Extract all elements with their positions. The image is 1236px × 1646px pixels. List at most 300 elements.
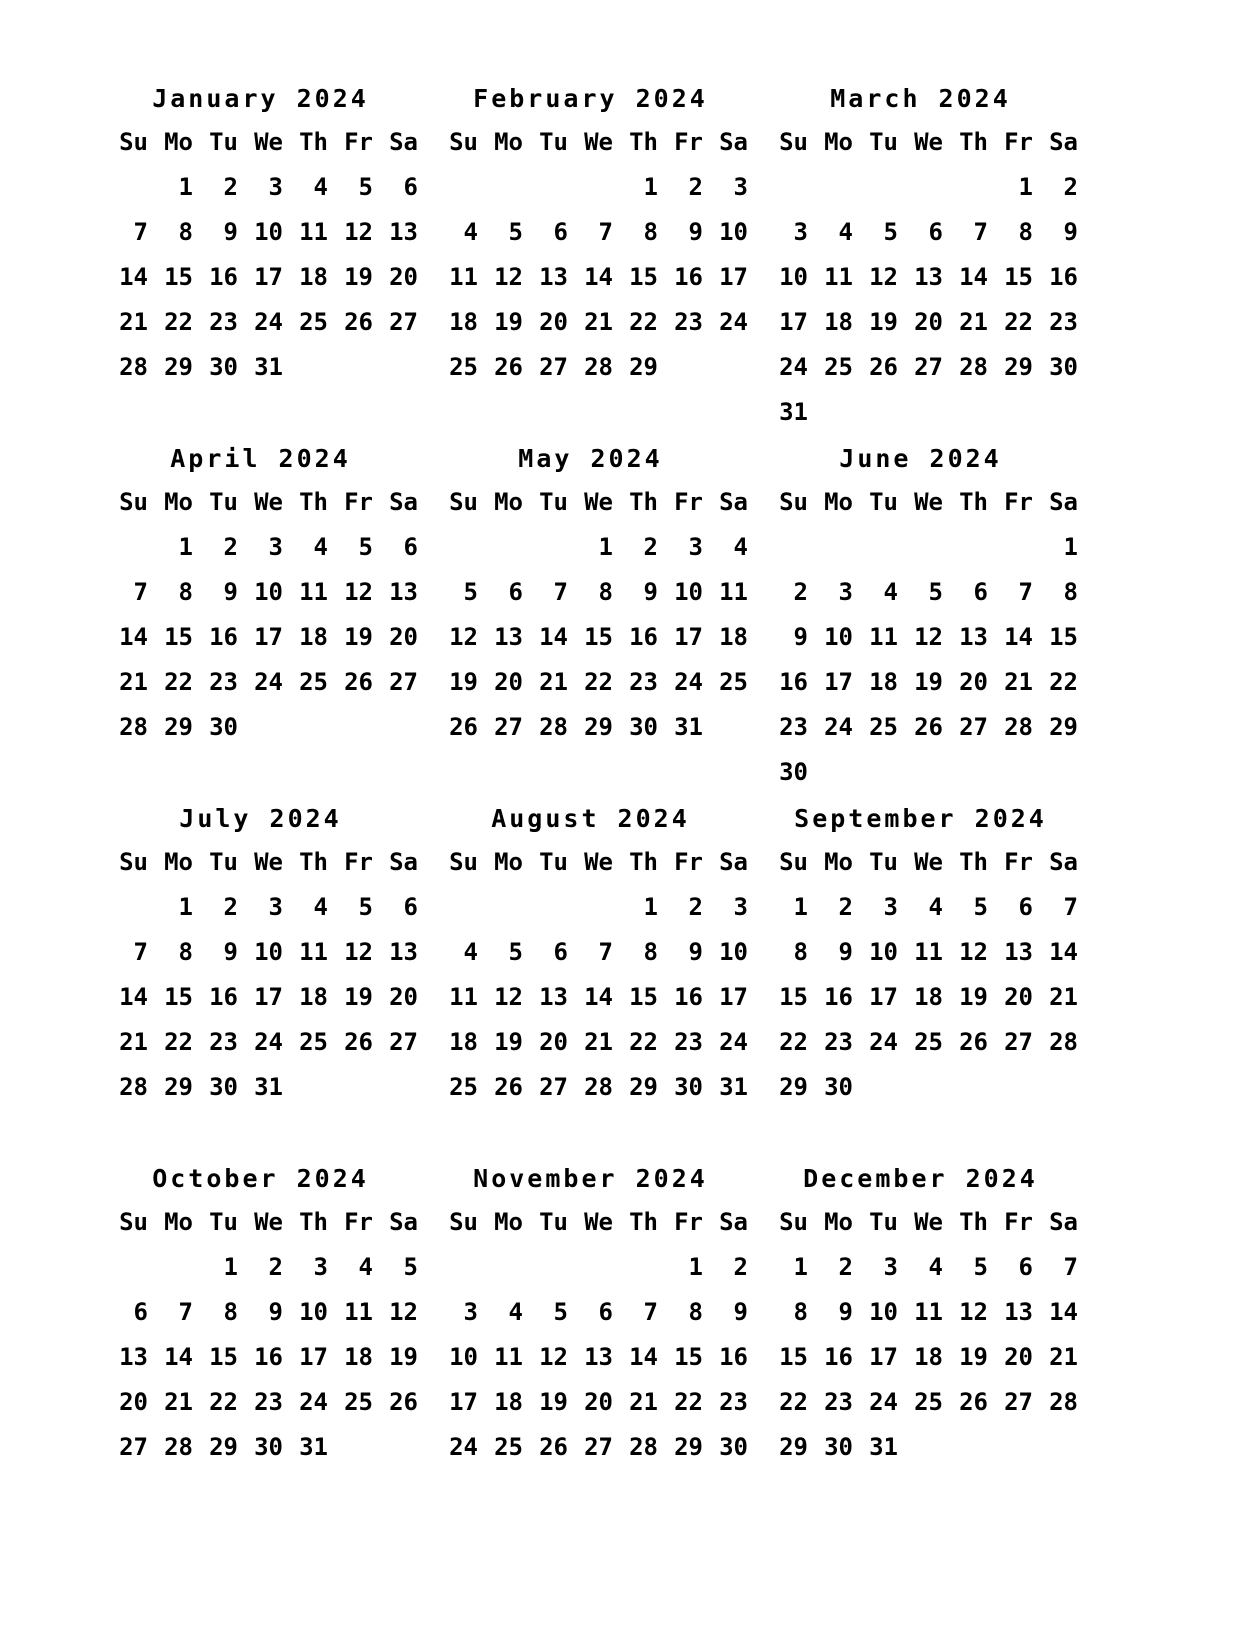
month-block	[433, 802, 748, 1157]
week-row	[103, 982, 418, 1012]
weekday-label: Fr	[344, 128, 373, 156]
day-cell: 23	[824, 1028, 853, 1056]
week-row	[433, 532, 748, 562]
day-cell: 10	[449, 1343, 478, 1371]
day-cell: 6	[553, 218, 568, 246]
day-cell: 31	[674, 713, 703, 741]
weekday-label: Sa	[719, 128, 748, 156]
day-cell: 15	[164, 983, 193, 1011]
weekday-label: Mo	[824, 488, 853, 516]
day-cell: 17	[449, 1388, 478, 1416]
day-cell: 5	[508, 938, 523, 966]
day-cell: 28	[1004, 713, 1033, 741]
day-cell: 16	[779, 668, 808, 696]
day-cell: 19	[494, 308, 523, 336]
day-cell: 14	[539, 623, 568, 651]
day-cell: 7	[643, 1298, 658, 1326]
day-cell: 24	[779, 353, 808, 381]
day-cell: 12	[959, 1298, 988, 1326]
weekday-label: Th	[959, 488, 988, 516]
weekday-label: We	[254, 128, 283, 156]
day-cell: 20	[1004, 1343, 1033, 1371]
day-cell: 1	[223, 1253, 238, 1281]
day-cell: 12	[914, 623, 943, 651]
day-cell: 24	[299, 1388, 328, 1416]
week-row	[433, 1027, 748, 1057]
week-row	[433, 667, 748, 697]
week-row	[103, 937, 418, 967]
day-cell: 10	[674, 578, 703, 606]
day-cell: 12	[344, 938, 373, 966]
day-cell: 21	[119, 1028, 148, 1056]
week-row	[433, 937, 748, 967]
day-cell: 22	[674, 1388, 703, 1416]
day-cell: 21	[584, 1028, 613, 1056]
day-cell: 15	[629, 263, 658, 291]
week-row	[103, 622, 418, 652]
day-cell: 7	[1063, 893, 1078, 921]
day-cell: 24	[719, 1028, 748, 1056]
day-cell: 1	[1063, 533, 1078, 561]
day-cell: 8	[688, 1298, 703, 1326]
day-cell: 2	[223, 893, 238, 921]
weekday-label: Sa	[719, 848, 748, 876]
month-title: February 2024	[473, 84, 708, 113]
weekday-header	[103, 487, 418, 517]
day-cell: 4	[838, 218, 853, 246]
day-cell: 6	[598, 1298, 613, 1326]
day-cell: 3	[883, 1253, 898, 1281]
week-row	[103, 892, 418, 922]
week-row	[763, 307, 1078, 337]
weekday-label: We	[584, 848, 613, 876]
day-cell: 3	[793, 218, 808, 246]
week-row	[763, 1387, 1078, 1417]
day-cell: 13	[959, 623, 988, 651]
day-cell: 14	[119, 623, 148, 651]
day-cell: 14	[629, 1343, 658, 1371]
day-cell: 11	[299, 578, 328, 606]
day-cell: 27	[119, 1433, 148, 1461]
day-cell: 17	[719, 263, 748, 291]
day-cell: 21	[1049, 983, 1078, 1011]
week-row	[103, 352, 418, 382]
day-cell: 1	[643, 893, 658, 921]
day-cell: 12	[344, 218, 373, 246]
day-cell: 1	[598, 533, 613, 561]
day-cell: 18	[299, 623, 328, 651]
day-cell: 8	[178, 218, 193, 246]
day-cell: 27	[1004, 1388, 1033, 1416]
day-cell: 31	[869, 1433, 898, 1461]
week-row	[763, 1342, 1078, 1372]
day-cell: 10	[254, 938, 283, 966]
day-cell: 2	[223, 173, 238, 201]
day-cell: 17	[254, 983, 283, 1011]
day-cell: 4	[508, 1298, 523, 1326]
day-cell: 29	[164, 1073, 193, 1101]
weekday-label: Su	[119, 488, 148, 516]
day-cell: 15	[209, 1343, 238, 1371]
day-cell: 22	[1049, 668, 1078, 696]
week-row	[103, 712, 418, 742]
day-cell: 5	[358, 893, 373, 921]
week-row	[763, 667, 1078, 697]
day-cell: 12	[959, 938, 988, 966]
day-cell: 27	[539, 353, 568, 381]
weekday-label: Tu	[209, 848, 238, 876]
day-cell: 1	[178, 533, 193, 561]
weekday-label: Sa	[389, 848, 418, 876]
day-cell: 23	[779, 713, 808, 741]
day-cell: 20	[539, 308, 568, 336]
day-cell: 14	[1004, 623, 1033, 651]
day-cell: 15	[584, 623, 613, 651]
day-cell: 18	[344, 1343, 373, 1371]
day-cell: 24	[254, 668, 283, 696]
day-cell: 25	[449, 1073, 478, 1101]
week-row	[103, 1072, 418, 1102]
weekday-label: Sa	[1049, 128, 1078, 156]
day-cell: 13	[389, 578, 418, 606]
day-cell: 9	[688, 218, 703, 246]
day-cell: 6	[1018, 1253, 1033, 1281]
day-cell: 3	[463, 1298, 478, 1326]
day-cell: 12	[389, 1298, 418, 1326]
day-cell: 12	[869, 263, 898, 291]
month-block	[763, 82, 1078, 437]
day-cell: 16	[719, 1343, 748, 1371]
weekday-label: Tu	[539, 488, 568, 516]
day-cell: 2	[733, 1253, 748, 1281]
day-cell: 11	[449, 983, 478, 1011]
day-cell: 25	[494, 1433, 523, 1461]
day-cell: 14	[584, 263, 613, 291]
day-cell: 13	[539, 983, 568, 1011]
day-cell: 11	[914, 1298, 943, 1326]
weekday-label: Su	[449, 848, 478, 876]
day-cell: 25	[299, 1028, 328, 1056]
week-row	[103, 667, 418, 697]
day-cell: 17	[869, 983, 898, 1011]
day-cell: 14	[959, 263, 988, 291]
day-cell: 19	[449, 668, 478, 696]
weekday-header	[103, 847, 418, 877]
day-cell: 11	[719, 578, 748, 606]
day-cell: 28	[539, 713, 568, 741]
day-cell: 24	[824, 713, 853, 741]
day-cell: 17	[779, 308, 808, 336]
day-cell: 3	[313, 1253, 328, 1281]
day-cell: 9	[793, 623, 808, 651]
weekday-label: We	[254, 1208, 283, 1236]
day-cell: 19	[539, 1388, 568, 1416]
day-cell: 23	[824, 1388, 853, 1416]
day-cell: 9	[733, 1298, 748, 1326]
weekday-header	[763, 127, 1078, 157]
day-cell: 19	[914, 668, 943, 696]
day-cell: 6	[928, 218, 943, 246]
weekday-label: Tu	[539, 1208, 568, 1236]
day-cell: 25	[299, 668, 328, 696]
day-cell: 14	[1049, 1298, 1078, 1326]
weekday-label: Fr	[1004, 488, 1033, 516]
day-cell: 23	[1049, 308, 1078, 336]
day-cell: 6	[403, 533, 418, 561]
day-cell: 12	[494, 263, 523, 291]
day-cell: 19	[494, 1028, 523, 1056]
weekday-header	[433, 1207, 748, 1237]
day-cell: 6	[403, 173, 418, 201]
day-cell: 10	[254, 578, 283, 606]
week-row	[103, 1297, 418, 1327]
day-cell: 24	[254, 308, 283, 336]
day-cell: 16	[824, 983, 853, 1011]
day-cell: 8	[178, 938, 193, 966]
weekday-label: Tu	[869, 848, 898, 876]
day-cell: 2	[1063, 173, 1078, 201]
month-block	[433, 82, 748, 437]
day-cell: 8	[643, 218, 658, 246]
day-cell: 4	[928, 1253, 943, 1281]
day-cell: 5	[358, 173, 373, 201]
day-cell: 6	[403, 893, 418, 921]
day-cell: 31	[254, 353, 283, 381]
day-cell: 11	[869, 623, 898, 651]
day-cell: 30	[824, 1073, 853, 1101]
day-cell: 30	[209, 1073, 238, 1101]
day-cell: 6	[973, 578, 988, 606]
weekday-label: Mo	[494, 128, 523, 156]
weekday-label: Sa	[389, 1208, 418, 1236]
weekday-label: Su	[779, 128, 808, 156]
day-cell: 9	[223, 218, 238, 246]
day-cell: 2	[268, 1253, 283, 1281]
day-cell: 24	[869, 1388, 898, 1416]
day-cell: 14	[1049, 938, 1078, 966]
month-block	[763, 1162, 1078, 1517]
day-cell: 22	[1004, 308, 1033, 336]
day-cell: 1	[643, 173, 658, 201]
day-cell: 21	[539, 668, 568, 696]
day-cell: 8	[1018, 218, 1033, 246]
day-cell: 16	[674, 263, 703, 291]
weekday-label: Th	[629, 848, 658, 876]
day-cell: 8	[643, 938, 658, 966]
week-row	[763, 622, 1078, 652]
month-title: June 2024	[839, 444, 1002, 473]
weekday-label: Tu	[869, 1208, 898, 1236]
day-cell: 31	[779, 398, 808, 426]
day-cell: 21	[119, 308, 148, 336]
month-block	[103, 802, 418, 1157]
day-cell: 5	[358, 533, 373, 561]
week-row	[103, 1252, 418, 1282]
weekday-label: Su	[119, 848, 148, 876]
day-cell: 21	[1049, 1343, 1078, 1371]
day-cell: 16	[254, 1343, 283, 1371]
day-cell: 18	[914, 983, 943, 1011]
day-cell: 19	[959, 1343, 988, 1371]
weekday-label: Th	[299, 128, 328, 156]
day-cell: 30	[674, 1073, 703, 1101]
day-cell: 10	[254, 218, 283, 246]
week-row	[103, 577, 418, 607]
day-cell: 26	[344, 1028, 373, 1056]
day-cell: 7	[1018, 578, 1033, 606]
weekday-label: Mo	[824, 128, 853, 156]
day-cell: 5	[463, 578, 478, 606]
day-cell: 10	[779, 263, 808, 291]
weekday-label: Sa	[719, 1208, 748, 1236]
month-block	[433, 442, 748, 797]
day-cell: 20	[389, 983, 418, 1011]
week-row	[433, 1297, 748, 1327]
day-cell: 29	[584, 713, 613, 741]
month-title: December 2024	[803, 1164, 1038, 1193]
month-title: March 2024	[830, 84, 1011, 113]
day-cell: 13	[389, 938, 418, 966]
day-cell: 10	[824, 623, 853, 651]
day-cell: 5	[928, 578, 943, 606]
day-cell: 20	[539, 1028, 568, 1056]
day-cell: 10	[719, 938, 748, 966]
weekday-label: Su	[119, 128, 148, 156]
day-cell: 7	[553, 578, 568, 606]
week-row	[433, 577, 748, 607]
day-cell: 4	[313, 893, 328, 921]
month-block	[103, 82, 418, 437]
day-cell: 16	[824, 1343, 853, 1371]
week-row	[763, 1432, 1078, 1462]
week-row	[433, 217, 748, 247]
day-cell: 21	[959, 308, 988, 336]
day-cell: 7	[1063, 1253, 1078, 1281]
day-cell: 15	[1049, 623, 1078, 651]
day-cell: 26	[494, 353, 523, 381]
day-cell: 8	[598, 578, 613, 606]
day-cell: 13	[389, 218, 418, 246]
day-cell: 27	[1004, 1028, 1033, 1056]
day-cell: 16	[674, 983, 703, 1011]
day-cell: 6	[133, 1298, 148, 1326]
day-cell: 23	[209, 1028, 238, 1056]
day-cell: 23	[254, 1388, 283, 1416]
day-cell: 5	[508, 218, 523, 246]
day-cell: 9	[838, 938, 853, 966]
weekday-label: Sa	[1049, 1208, 1078, 1236]
day-cell: 15	[779, 983, 808, 1011]
day-cell: 29	[1049, 713, 1078, 741]
day-cell: 17	[674, 623, 703, 651]
week-row	[763, 262, 1078, 292]
day-cell: 10	[299, 1298, 328, 1326]
day-cell: 30	[209, 353, 238, 381]
day-cell: 15	[674, 1343, 703, 1371]
day-cell: 26	[494, 1073, 523, 1101]
weekday-label: We	[914, 128, 943, 156]
month-title: April 2024	[170, 444, 351, 473]
day-cell: 7	[598, 938, 613, 966]
month-block	[433, 1162, 748, 1517]
day-cell: 22	[209, 1388, 238, 1416]
day-cell: 20	[914, 308, 943, 336]
week-row	[763, 712, 1078, 742]
day-cell: 28	[119, 353, 148, 381]
day-cell: 4	[883, 578, 898, 606]
weekday-label: We	[254, 848, 283, 876]
weekday-label: Th	[629, 1208, 658, 1236]
week-row	[103, 217, 418, 247]
day-cell: 29	[1004, 353, 1033, 381]
month-title: September 2024	[794, 804, 1047, 833]
day-cell: 21	[164, 1388, 193, 1416]
month-title: July 2024	[179, 804, 342, 833]
day-cell: 14	[164, 1343, 193, 1371]
day-cell: 25	[824, 353, 853, 381]
day-cell: 26	[914, 713, 943, 741]
day-cell: 18	[494, 1388, 523, 1416]
day-cell: 20	[389, 263, 418, 291]
weekday-label: Sa	[389, 488, 418, 516]
day-cell: 25	[449, 353, 478, 381]
day-cell: 31	[299, 1433, 328, 1461]
day-cell: 20	[389, 623, 418, 651]
day-cell: 29	[779, 1433, 808, 1461]
week-row	[433, 262, 748, 292]
day-cell: 7	[133, 218, 148, 246]
weekday-label: Tu	[869, 128, 898, 156]
week-row	[103, 172, 418, 202]
weekday-label: Mo	[494, 1208, 523, 1236]
day-cell: 5	[883, 218, 898, 246]
weekday-label: Fr	[344, 1208, 373, 1236]
week-row	[763, 1297, 1078, 1327]
weekday-header	[763, 847, 1078, 877]
week-row	[763, 1072, 1078, 1102]
weekday-label: Mo	[494, 488, 523, 516]
week-row	[763, 217, 1078, 247]
day-cell: 4	[463, 218, 478, 246]
month-block	[103, 1162, 418, 1517]
day-cell: 15	[164, 623, 193, 651]
day-cell: 13	[539, 263, 568, 291]
week-row	[103, 1342, 418, 1372]
day-cell: 28	[1049, 1388, 1078, 1416]
day-cell: 4	[463, 938, 478, 966]
day-cell: 20	[1004, 983, 1033, 1011]
day-cell: 25	[344, 1388, 373, 1416]
day-cell: 11	[449, 263, 478, 291]
weekday-label: Mo	[494, 848, 523, 876]
day-cell: 31	[719, 1073, 748, 1101]
week-row	[433, 1432, 748, 1462]
day-cell: 5	[553, 1298, 568, 1326]
day-cell: 7	[598, 218, 613, 246]
day-cell: 8	[178, 578, 193, 606]
weekday-label: Fr	[674, 848, 703, 876]
week-row	[433, 1252, 748, 1282]
day-cell: 27	[389, 308, 418, 336]
day-cell: 23	[674, 1028, 703, 1056]
day-cell: 7	[973, 218, 988, 246]
day-cell: 3	[688, 533, 703, 561]
day-cell: 10	[869, 938, 898, 966]
weekday-header	[433, 847, 748, 877]
day-cell: 19	[869, 308, 898, 336]
weekday-label: Tu	[539, 848, 568, 876]
weekday-label: Fr	[674, 488, 703, 516]
